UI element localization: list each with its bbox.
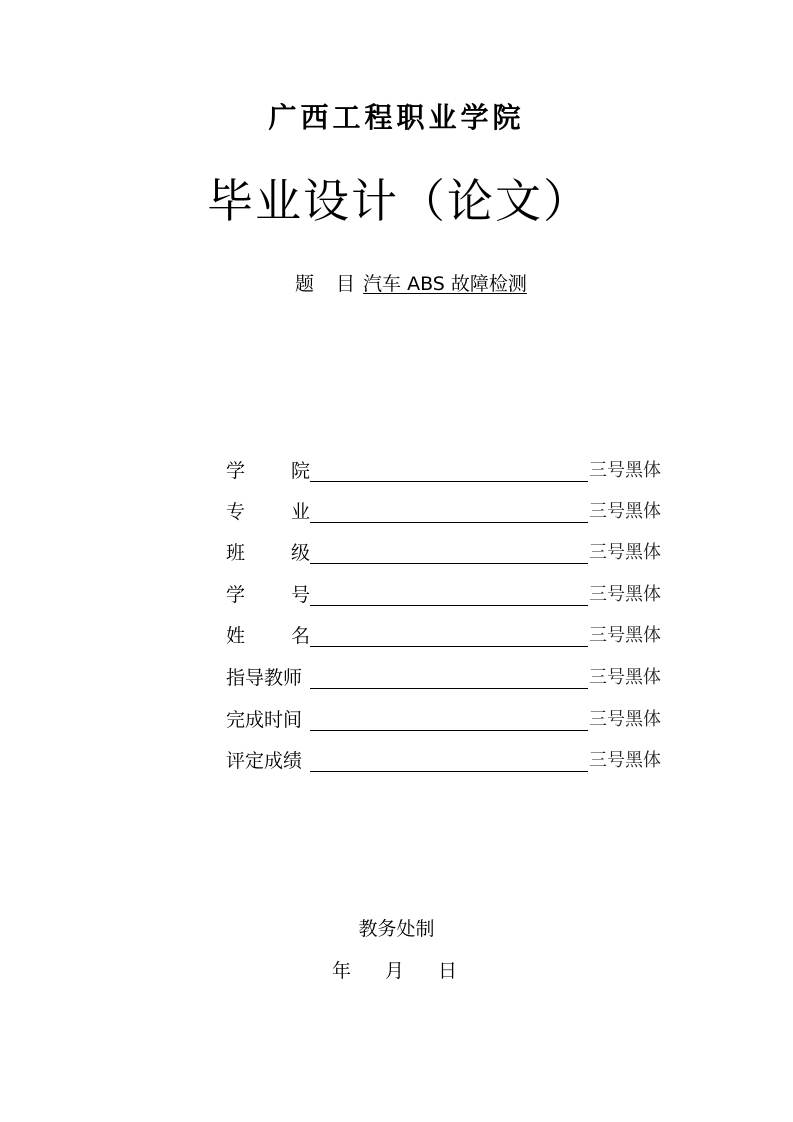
academic-affairs-office: 教务处制 <box>358 918 435 940</box>
school-name: 广西工程职业学院 <box>268 101 525 134</box>
date-row <box>332 956 457 986</box>
date-month: 月 <box>385 960 405 982</box>
field-row-completion-time <box>226 705 676 735</box>
field-hint-completion-time: 三号黑体 <box>589 709 661 730</box>
topic-label: 题 目 <box>295 273 364 295</box>
field-blank-major[interactable] <box>310 522 588 523</box>
field-hint-class: 三号黑体 <box>589 542 661 563</box>
field-hint-name: 三号黑体 <box>589 625 661 646</box>
field-label-major <box>226 497 310 527</box>
field-label-char: 姓 <box>226 625 246 647</box>
field-blank-name[interactable] <box>310 646 588 647</box>
field-label-char: 学 <box>226 460 246 482</box>
document-title: 毕业设计（论文） <box>207 174 591 228</box>
topic-row <box>295 270 527 298</box>
topic-value: 汽车 ABS 故障检测 <box>363 273 527 295</box>
field-hint-student-id: 三号黑体 <box>589 584 661 605</box>
field-row-class <box>226 538 676 568</box>
field-label-char: 学 <box>226 584 246 606</box>
field-blank-advisor[interactable] <box>310 688 588 689</box>
field-hint-grade: 三号黑体 <box>589 750 661 771</box>
field-label-college <box>226 456 310 486</box>
field-label-char: 名 <box>290 625 310 647</box>
field-label-char: 号 <box>290 584 310 606</box>
field-label-completion-time: 完成时间 <box>226 709 303 731</box>
field-label-grade: 评定成绩 <box>226 750 303 772</box>
field-hint-advisor: 三号黑体 <box>589 667 661 688</box>
field-label-class <box>226 538 310 568</box>
date-year: 年 <box>332 960 352 982</box>
field-label-char: 级 <box>290 542 310 564</box>
date-day: 日 <box>438 960 458 982</box>
field-label-name <box>226 621 310 651</box>
field-label-advisor: 指导教师 <box>226 667 303 689</box>
field-row-advisor <box>226 663 676 693</box>
field-row-grade <box>226 746 676 776</box>
field-row-major <box>226 497 676 527</box>
field-blank-class[interactable] <box>310 563 588 564</box>
field-label-char: 业 <box>290 501 310 523</box>
field-hint-college: 三号黑体 <box>589 460 661 481</box>
field-label-char: 院 <box>290 460 310 482</box>
field-row-student-id <box>226 580 676 610</box>
field-hint-major: 三号黑体 <box>589 501 661 522</box>
field-blank-grade[interactable] <box>310 771 588 772</box>
field-row-name <box>226 621 676 651</box>
field-label-student-id <box>226 580 310 610</box>
field-blank-completion-time[interactable] <box>310 730 588 731</box>
field-label-char: 班 <box>226 542 246 564</box>
field-label-char: 专 <box>226 501 246 523</box>
field-row-college <box>226 456 676 486</box>
field-blank-college[interactable] <box>310 481 588 482</box>
field-blank-student-id[interactable] <box>310 605 588 606</box>
